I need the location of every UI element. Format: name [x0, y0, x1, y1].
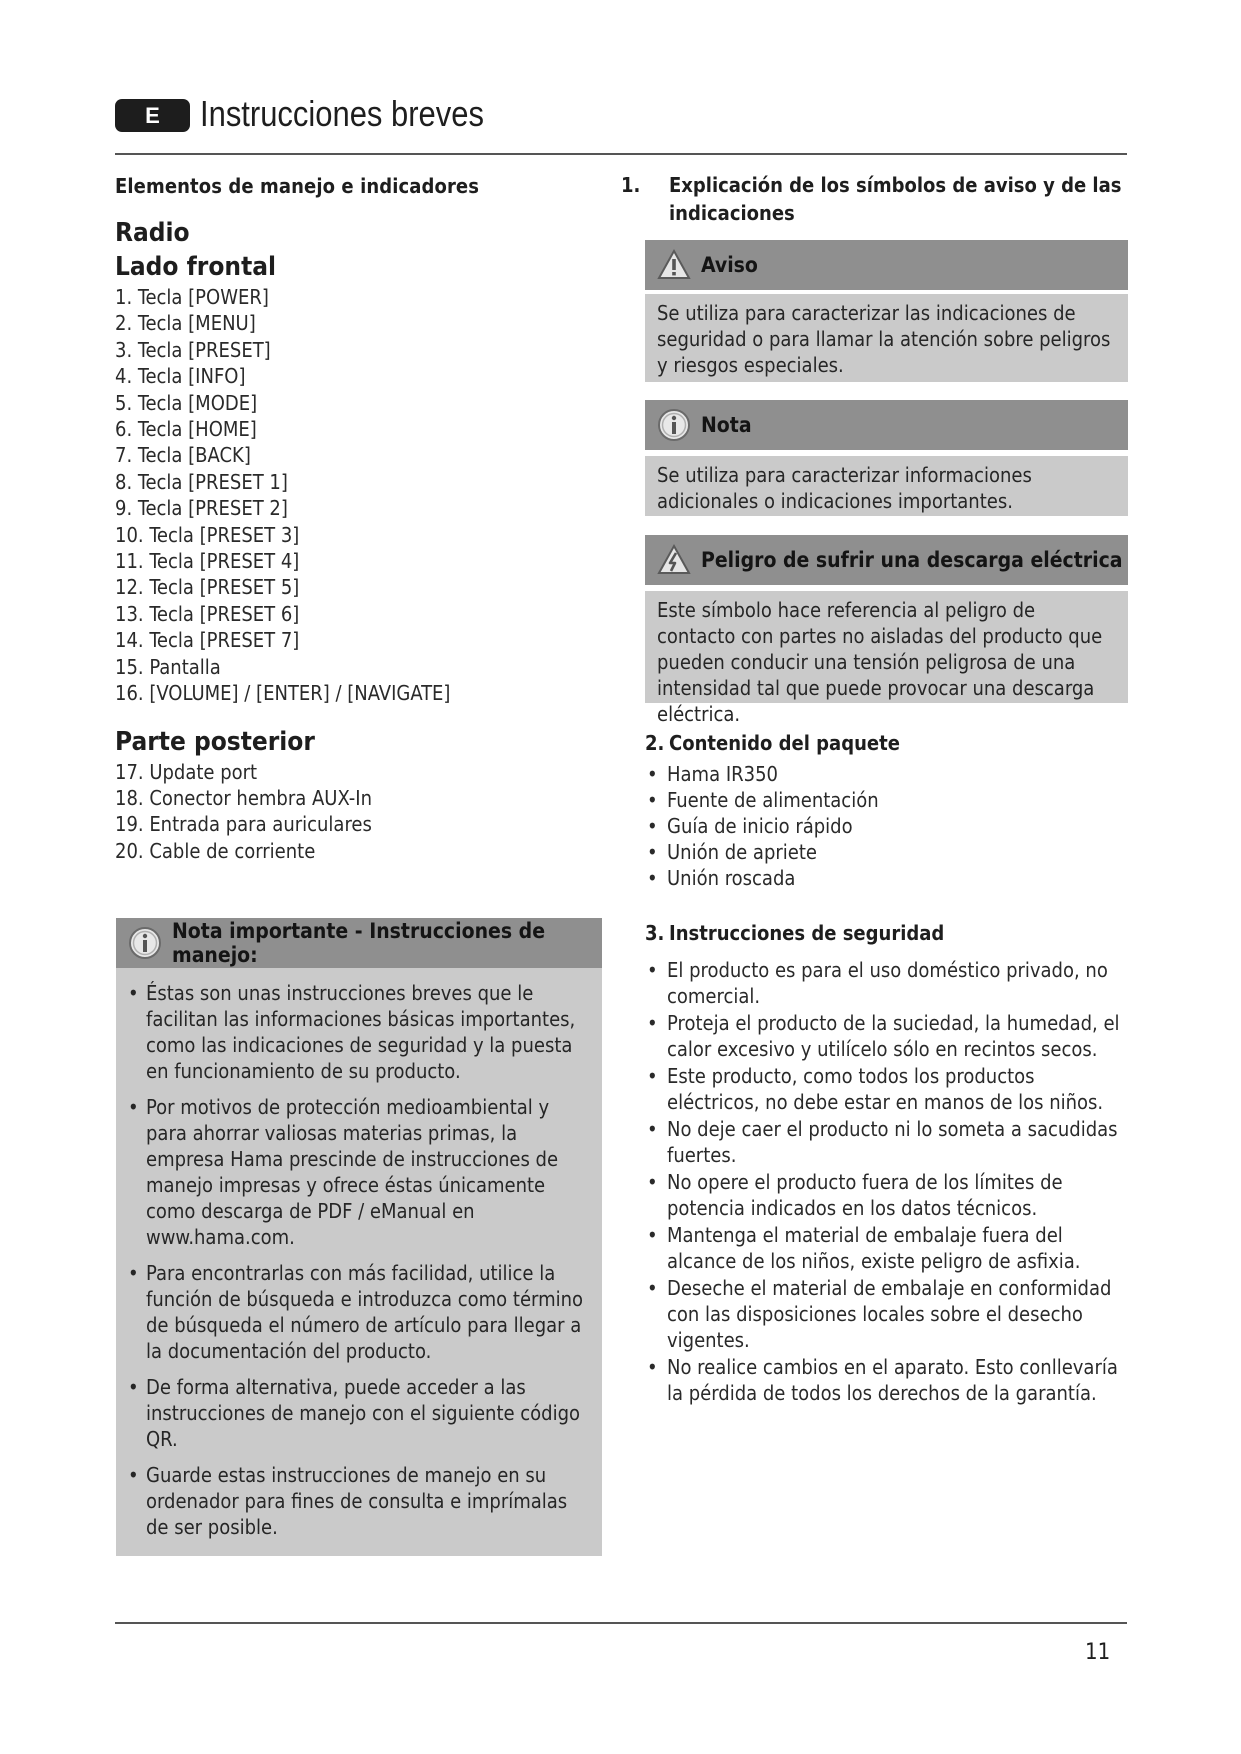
language-badge: E	[115, 99, 190, 132]
note-body: Se utiliza para caracterizar informaciones adicionales o indicaciones importantes.	[645, 456, 1128, 516]
list-item: • Unión de apriete	[645, 839, 1128, 865]
electric-danger-body: Este símbolo hace referencia al peligro de contacto con partes no aisladas del producto que pueden conducir una tensión peligrosa de una intensidad tal que puede provocar una descarga eléctrica.	[645, 591, 1128, 703]
list-item: • No opere el producto fuera de los límites de potencia indicados en los datos técnicos.	[645, 1169, 1128, 1221]
section-1-number: 1.	[621, 173, 641, 197]
info-icon	[657, 408, 691, 442]
warning-box	[645, 240, 1128, 382]
controls-heading: Elementos de manejo e indicadores	[115, 174, 480, 198]
section-3-title: Instrucciones de seguridad	[669, 921, 945, 945]
front-controls-list	[115, 284, 635, 707]
list-item: • No deje caer el producto ni lo someta a sacudidas fuertes.	[645, 1116, 1128, 1168]
list-item: 7. Tecla [BACK]	[115, 443, 251, 468]
section-2	[645, 729, 1128, 891]
list-item: • Para encontrarlas con más facilidad, utilice la función de búsqueda e introduzca como término de búsqueda el número de artículo para llegar a la documentación del producto.	[128, 1260, 592, 1364]
list-item: 9. Tecla [PRESET 2]	[115, 496, 288, 521]
section-1-title: Explicación de los símbolos de aviso y de las indicaciones	[669, 173, 1122, 225]
important-note-box	[116, 918, 602, 1556]
list-item: • Proteja el producto de la suciedad, la humedad, el calor excesivo y utilícelo sólo en recintos secos.	[645, 1010, 1128, 1062]
warning-triangle-icon	[657, 248, 691, 282]
list-item: • Deseche el material de embalaje en conformidad con las disposiciones locales sobre el desecho vigentes.	[645, 1275, 1128, 1353]
electric-danger-box	[645, 535, 1128, 726]
important-note-title: Nota importante - Instrucciones de manejo:	[172, 919, 546, 967]
list-item: 8. Tecla [PRESET 1]	[115, 469, 288, 494]
list-item: 12. Tecla [PRESET 5]	[115, 575, 300, 600]
list-item: 5. Tecla [MODE]	[115, 390, 258, 415]
important-note-body	[116, 968, 602, 1556]
warning-body: Se utiliza para caracterizar las indicaciones de seguridad o para llamar la atención sobre peligros y riesgos especiales.	[645, 294, 1128, 382]
list-item: 14. Tecla [PRESET 7]	[115, 628, 300, 653]
page-title: Instrucciones breves	[200, 93, 484, 134]
footer-divider	[115, 1622, 1127, 1624]
list-item: 18. Conector hembra AUX-In	[115, 785, 373, 810]
electric-warning-icon	[657, 543, 691, 577]
list-item: • Unión roscada	[645, 865, 1128, 891]
list-item: 13. Tecla [PRESET 6]	[115, 601, 300, 626]
list-item: 10. Tecla [PRESET 3]	[115, 522, 300, 547]
electric-danger-title: Peligro de sufrir una descarga eléctrica	[701, 548, 1123, 572]
safety-instructions-list	[645, 957, 1128, 1406]
header-divider	[115, 153, 1127, 155]
warning-title: Aviso	[701, 253, 758, 277]
note-box	[645, 400, 1128, 516]
list-item: • Mantenga el material de embalaje fuera del alcance de los niños, existe peligro de asfixia.	[645, 1222, 1128, 1274]
front-title: Lado frontal	[115, 252, 277, 282]
list-item: 19. Entrada para auriculares	[115, 812, 372, 837]
list-item: • No realice cambios en el aparato. Esto conllevaría la pérdida de todos los derechos de la garantía.	[645, 1354, 1128, 1406]
list-item: 3. Tecla [PRESET]	[115, 337, 271, 362]
page-number: 11	[1085, 1640, 1111, 1665]
list-item: • Hama IR350	[645, 761, 1128, 787]
list-item: • Guarde estas instrucciones de manejo en su ordenador para fines de consulta e imprímalas de ser posible.	[128, 1462, 592, 1540]
section-3-number: 3.	[645, 921, 665, 945]
list-item: • El producto es para el uso doméstico privado, no comercial.	[645, 957, 1128, 1009]
list-item: • Guía de inicio rápido	[645, 813, 1128, 839]
list-item: 16. [VOLUME] / [ENTER] / [NAVIGATE]	[115, 681, 451, 706]
section-2-number: 2.	[645, 731, 665, 755]
list-item: • Este producto, como todos los productos eléctricos, no debe estar en manos de los niños.	[645, 1063, 1128, 1115]
list-item: 6. Tecla [HOME]	[115, 417, 257, 442]
list-item: 4. Tecla [INFO]	[115, 364, 246, 389]
section-2-title: Contenido del paquete	[669, 731, 900, 755]
list-item: 17. Update port	[115, 759, 258, 784]
warning-header	[645, 240, 1128, 290]
important-note-bullets	[128, 980, 592, 1540]
list-item: 1. Tecla [POWER]	[115, 285, 269, 309]
list-item: • Fuente de alimentación	[645, 787, 1128, 813]
section-1-heading	[621, 171, 1128, 227]
list-item: 11. Tecla [PRESET 4]	[115, 549, 300, 574]
note-title: Nota	[701, 413, 752, 437]
left-column	[115, 170, 635, 864]
radio-title: Radio	[115, 218, 190, 248]
important-note-header	[116, 918, 602, 968]
list-item: 2. Tecla [MENU]	[115, 311, 256, 336]
info-icon	[128, 926, 162, 960]
list-item: 20. Cable de corriente	[115, 838, 316, 863]
list-item: • Por motivos de protección medioambiental y para ahorrar valiosas materias primas, la empresa Hama prescinde de instrucciones de manejo impresas y ofrece éstas únicamente como descarga de PDF / eManual en www.hama.com.	[128, 1094, 592, 1250]
list-item: 15. Pantalla	[115, 654, 221, 679]
note-header	[645, 400, 1128, 450]
rear-title: Parte posterior	[115, 726, 315, 757]
list-item: • De forma alternativa, puede acceder a las instrucciones de manejo con el siguiente código QR.	[128, 1374, 592, 1452]
electric-danger-header	[645, 535, 1128, 585]
list-item: • Éstas son unas instrucciones breves que le facilitan las informaciones básicas importantes, como las indicaciones de seguridad y la puesta en funcionamiento de su producto.	[128, 980, 592, 1084]
package-contents-list	[645, 761, 1128, 891]
rear-controls-list	[115, 759, 635, 865]
section-3	[645, 919, 1128, 1407]
